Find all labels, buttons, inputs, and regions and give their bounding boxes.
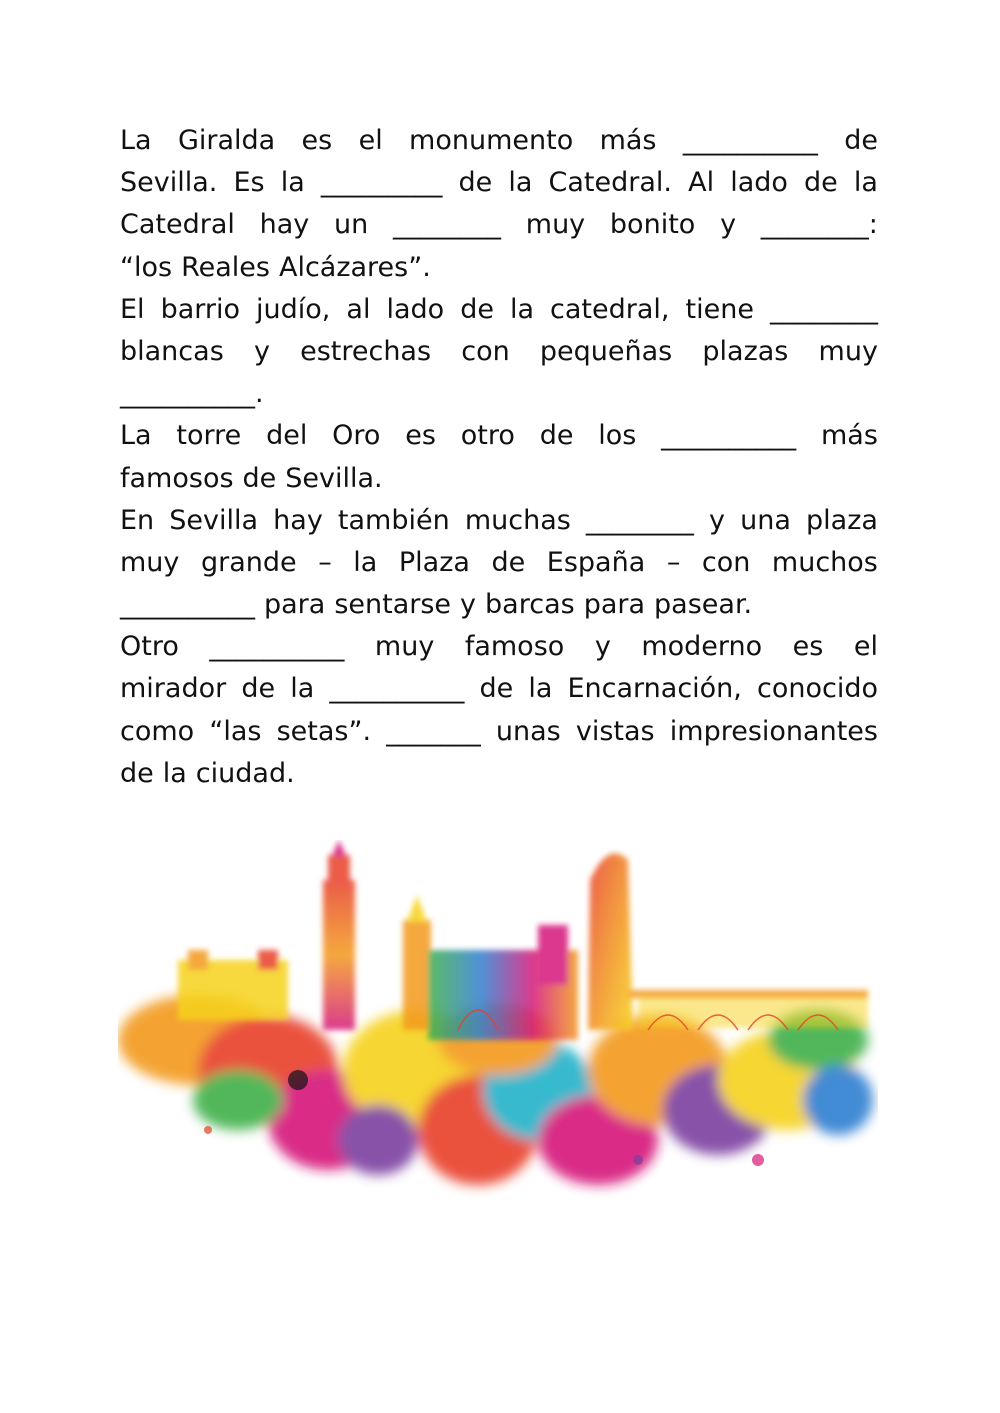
- blank-field[interactable]: __________: [329, 673, 465, 705]
- word: de: [120, 757, 154, 789]
- word: con: [701, 546, 751, 578]
- text-line: [120, 204, 878, 246]
- word: es: [792, 631, 824, 663]
- word: de: [241, 673, 276, 705]
- blank-field[interactable]: __________.: [120, 378, 264, 410]
- word: conocido: [756, 673, 878, 705]
- word: para: [264, 589, 326, 621]
- word: hay: [273, 504, 323, 536]
- word: Giralda: [177, 125, 276, 156]
- word: Al: [688, 167, 715, 199]
- word: Alcázares”.: [278, 251, 431, 283]
- word: de: [539, 420, 574, 452]
- word: La: [120, 125, 152, 156]
- text-line: [120, 289, 878, 331]
- blank-field[interactable]: ________: [393, 209, 502, 241]
- word: torre: [176, 420, 242, 452]
- word: Catedral.: [548, 167, 672, 199]
- word: Oro: [332, 420, 381, 452]
- word: y: [720, 209, 737, 241]
- word: muy: [120, 546, 180, 578]
- text-line: [120, 415, 878, 457]
- word: –: [318, 546, 332, 578]
- word: la: [528, 673, 553, 705]
- word: también: [337, 504, 450, 536]
- word: unas: [495, 715, 561, 747]
- word: la: [280, 167, 305, 199]
- word: muy: [374, 631, 435, 663]
- word: mirador: [120, 673, 227, 705]
- word: famosos: [120, 462, 234, 494]
- word: monumento: [409, 125, 574, 156]
- word: al: [346, 293, 371, 325]
- word: con: [461, 335, 510, 367]
- word: y: [709, 504, 726, 536]
- text-line: [120, 542, 878, 584]
- word: la: [509, 293, 535, 325]
- word: de: [479, 673, 514, 705]
- word: la: [508, 167, 533, 199]
- word: una: [740, 504, 791, 536]
- word: El: [120, 293, 145, 325]
- word: los: [598, 420, 637, 452]
- word: de: [460, 293, 494, 325]
- word: lado: [386, 293, 445, 325]
- blank-field[interactable]: _________: [320, 167, 443, 199]
- word: de: [242, 462, 277, 494]
- word: ciudad.: [195, 757, 295, 789]
- word: Sevilla: [169, 504, 259, 536]
- word: de: [491, 546, 526, 578]
- word: barcas: [485, 589, 575, 621]
- text-line: [120, 373, 878, 415]
- word: Otro: [120, 631, 179, 663]
- text-line: [120, 668, 878, 710]
- word: La: [120, 420, 152, 452]
- blank-field[interactable]: ________: [769, 293, 878, 325]
- word: muy: [525, 209, 586, 241]
- word: estrechas: [300, 335, 432, 367]
- word: de: [804, 167, 838, 199]
- word: el: [853, 631, 878, 663]
- word: Plaza: [398, 546, 470, 578]
- word: de: [844, 125, 878, 156]
- word: Catedral: [120, 209, 235, 241]
- word: vistas: [575, 715, 655, 747]
- word: Sevilla.: [285, 462, 383, 494]
- word: Es: [233, 167, 265, 199]
- word: tiene: [685, 293, 754, 325]
- text-line: [120, 247, 878, 289]
- word: más: [599, 125, 657, 156]
- word: barrio: [160, 293, 241, 325]
- blank-field[interactable]: ________:: [760, 209, 878, 241]
- word: muchas: [464, 504, 571, 536]
- blank-field[interactable]: __________: [661, 420, 797, 452]
- blank-field[interactable]: _______: [386, 715, 481, 747]
- text-line: [120, 120, 878, 162]
- word: y: [460, 589, 477, 621]
- word: para: [583, 589, 646, 621]
- word: bonito: [609, 209, 696, 241]
- word: como: [120, 715, 195, 747]
- word: la: [162, 757, 187, 789]
- word: “las: [209, 715, 262, 747]
- word: un: [334, 209, 369, 241]
- word: la: [353, 546, 378, 578]
- word: de: [458, 167, 493, 199]
- word: grande: [200, 546, 297, 578]
- word: famoso: [464, 631, 565, 663]
- word: lado: [730, 167, 788, 199]
- word: Encarnación,: [567, 673, 742, 705]
- word: y: [594, 631, 611, 663]
- text-line: [120, 753, 878, 795]
- blank-field[interactable]: __________: [209, 631, 345, 663]
- word: blancas: [120, 335, 224, 367]
- word: España: [546, 546, 646, 578]
- seville-watercolor-skyline-icon: [118, 840, 878, 1210]
- word: plaza: [806, 504, 878, 536]
- word: la: [853, 167, 878, 199]
- exercise-text: [120, 120, 878, 795]
- word: En: [120, 504, 155, 536]
- text-line: [120, 162, 878, 204]
- word: –: [666, 546, 681, 578]
- text-line: [120, 331, 878, 373]
- word: impresionantes: [669, 715, 878, 747]
- word: catedral,: [550, 293, 670, 325]
- word: sentarse: [334, 589, 452, 621]
- text-line: [120, 458, 878, 500]
- word: setas”.: [276, 715, 372, 747]
- word: es: [405, 420, 436, 452]
- word: judío,: [256, 293, 331, 325]
- word: el: [358, 125, 383, 156]
- word: pasear.: [654, 589, 753, 621]
- word: moderno: [641, 631, 763, 663]
- word: la: [290, 673, 315, 705]
- word: Reales: [181, 251, 270, 283]
- text-line: [120, 626, 878, 668]
- word: Sevilla.: [120, 167, 218, 199]
- word: muchos: [771, 546, 878, 578]
- text-line: [120, 500, 878, 542]
- blank-field[interactable]: __________: [120, 589, 255, 621]
- text-line: [120, 584, 878, 626]
- word: “los: [120, 251, 173, 283]
- word: otro: [460, 420, 515, 452]
- word: del: [266, 420, 308, 452]
- blank-field[interactable]: __________: [682, 125, 818, 156]
- word: y: [253, 335, 270, 367]
- word: muy: [818, 335, 878, 367]
- blank-field[interactable]: ________: [585, 504, 694, 536]
- text-line: [120, 711, 878, 753]
- word: es: [301, 125, 333, 156]
- word: pequeñas: [539, 335, 673, 367]
- word: plazas: [702, 335, 789, 367]
- word: más: [820, 420, 878, 452]
- word: hay: [259, 209, 310, 241]
